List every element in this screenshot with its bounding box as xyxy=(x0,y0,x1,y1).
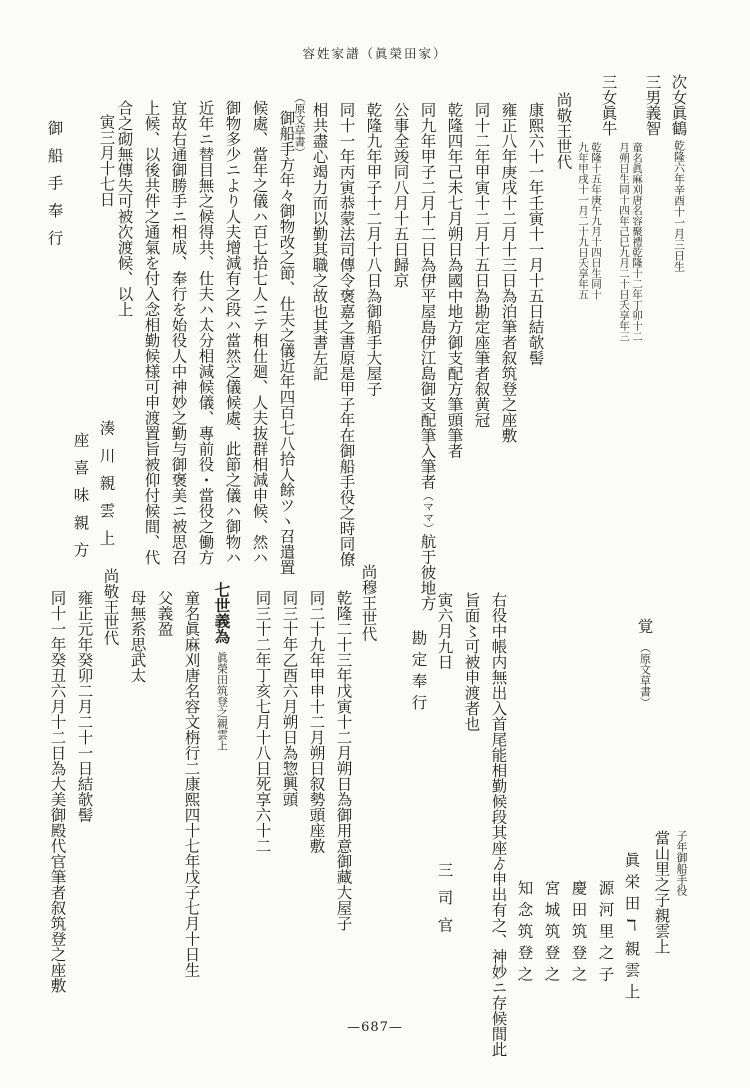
page-number: —687— xyxy=(347,1020,403,1035)
entry-second-daughter xyxy=(670,74,686,272)
record-line: 相共盡心竭力而以勤其職之故也其書左記 xyxy=(310,102,329,381)
record-line: 同三十年乙酉六月朔日為惣興頭 xyxy=(280,590,299,807)
record-line: 父義盈 xyxy=(155,590,174,637)
page-header-title: 容姓家譜（眞榮田家） xyxy=(302,46,448,61)
record-line: 雍正八年庚戌十二月十三日為泊筆者叙筑登之座敷 xyxy=(499,102,518,443)
memo-line: 旨面〻可被申渡者也 xyxy=(462,592,481,732)
reign-heading-1: 尚敬王世代 xyxy=(554,92,573,170)
name-text: 次女眞鶴 xyxy=(669,74,688,136)
record-line: 同十一年丙寅恭蒙法司傳令褒嘉之書原是甲子年在御船手役之時同僚 xyxy=(337,102,356,567)
officer-name: 當山里之子親雲上 xyxy=(652,830,671,954)
officer-name: 知念筑登之 xyxy=(515,880,534,988)
letter-line: 合之砌無傳失可被次渡候、以上 xyxy=(115,100,134,317)
letter-line: 御物多少ニより人夫增減有之段ハ當然之儀候處、此節之儀ハ御物ハ xyxy=(223,100,242,565)
seventh-generation-heading xyxy=(213,582,230,751)
letter-line: 近年ニ替目無之候得共、仕夫ハ太分相減候儀、專前役・當役之働方 xyxy=(196,100,215,565)
letter-date: 寅三月十七日 xyxy=(97,114,116,207)
memo-date: 寅六月九日 xyxy=(435,592,454,670)
memo-line: 右役中帳内無出入首尾能相勤候段其座ゟ申出有之、神妙ニ存候間此 xyxy=(489,592,508,1057)
letter-line: 上候、以後共件之通氣を付入念相勤候様可申渡置旨被仰付候間、代 xyxy=(142,100,161,565)
record-line: 乾隆二十三年戊寅十二月朔日為御用意御藏大屋子 xyxy=(334,590,353,931)
office-ship-magistrate: 御船手奉行 xyxy=(45,120,64,258)
letter-line: 候處、當年之儀ハ百七拾七人ニテ相仕廻、人夫抜群相減申候、然ハ xyxy=(250,100,269,565)
name-text: 三男義智 xyxy=(643,74,662,136)
officer-name: 源河里之子 xyxy=(596,880,615,988)
ship-office-note: 子年御船手役 xyxy=(675,830,688,896)
signatory-zakimi: 座喜味親方 xyxy=(71,432,90,570)
signatory-sanshikan: 三司官 xyxy=(435,862,454,945)
letter-line: 宜故右通御勝手ニ相成、奉行を始役人中神妙之勤与御褒美ニ被思召 xyxy=(169,100,188,565)
record-line: 公事全竣同八月十五日歸京 xyxy=(391,102,410,288)
mama-note: （ママ） xyxy=(421,489,435,534)
record-line: 同十一年癸丑六月十二日為大美御殿代官筆者叙筑登之座敷 xyxy=(48,590,67,993)
generation-name: 七世義為 xyxy=(212,582,232,644)
note-third-son-b: 月朔日生同十四年己巳九月二十日夭享年三 xyxy=(618,142,631,342)
entry-third-son xyxy=(644,74,660,136)
memo-heading: 覚（原文草書） xyxy=(635,618,654,708)
note-third-son-a: 童名眞麻刈唐名容聚禮乾隆十二年丁卯十二 xyxy=(631,142,644,342)
record-line: 母無系思武太 xyxy=(128,590,147,683)
office-kanjo-bugyo: 勘定奉行 xyxy=(409,630,428,716)
reign-heading-2: 尚穆王世代 xyxy=(359,564,378,642)
record-line: 同三十二年丁亥七月十八日死享六十二 xyxy=(253,590,272,854)
birth-note: 乾隆六年辛酉十一月三日生 xyxy=(672,140,686,272)
cursive-note: （原文草書） xyxy=(638,641,652,708)
record-line: 康熙六十一年壬寅十一月十五日結欹髻 xyxy=(526,102,545,366)
cursive-note: （原文草書） xyxy=(293,92,306,158)
title-note: 眞榮田筑登之親雲上 xyxy=(215,652,229,751)
record-line: 乾隆九年甲子十二月十八日為御船手大屋子 xyxy=(364,102,383,397)
note-third-daughter-b: 九年甲戌十一月二十九日夭享年五 xyxy=(577,142,590,300)
officer-name: 慶田筑登之 xyxy=(569,880,588,988)
record-line: 同二十九年甲申十二月朔日叙勢頭座敷 xyxy=(307,590,326,854)
entry-third-daughter: 三女眞牛 xyxy=(599,74,618,136)
officer-name: 眞栄田ℸ親雲上 xyxy=(622,852,641,1005)
officer-name: 宮城筑登之 xyxy=(542,880,561,988)
note-third-daughter-a: 乾隆十五年庚午九月十四日生同十 xyxy=(590,142,603,300)
record-line: 同十二年甲寅十二月十五日為勘定座筆者叙黄冠 xyxy=(472,102,491,428)
record-line: 乾隆四年己未七月朔日為國中地方御支配方筆頭筆者 xyxy=(445,102,464,459)
record-line: 同九年甲子二月十二日為伊平屋島伊江島御支配筆入筆者（ママ）航于彼地方 xyxy=(418,102,437,611)
signatory-minatogawa: 湊川親雲上 xyxy=(97,420,116,558)
record-line: 童名眞麻刈唐名容文栴行二康熙四十七年戊子七月十日生 xyxy=(182,590,201,978)
record-line: 雍正元年癸卯二月二十一日結欹髻 xyxy=(75,590,94,823)
reign-heading-3: 尚敬王世代 xyxy=(101,568,120,646)
letter-line: 御船手方年々御物改之節、仕夫之儀近年四百七八拾人餘ツヽ召遣置 xyxy=(277,110,296,575)
